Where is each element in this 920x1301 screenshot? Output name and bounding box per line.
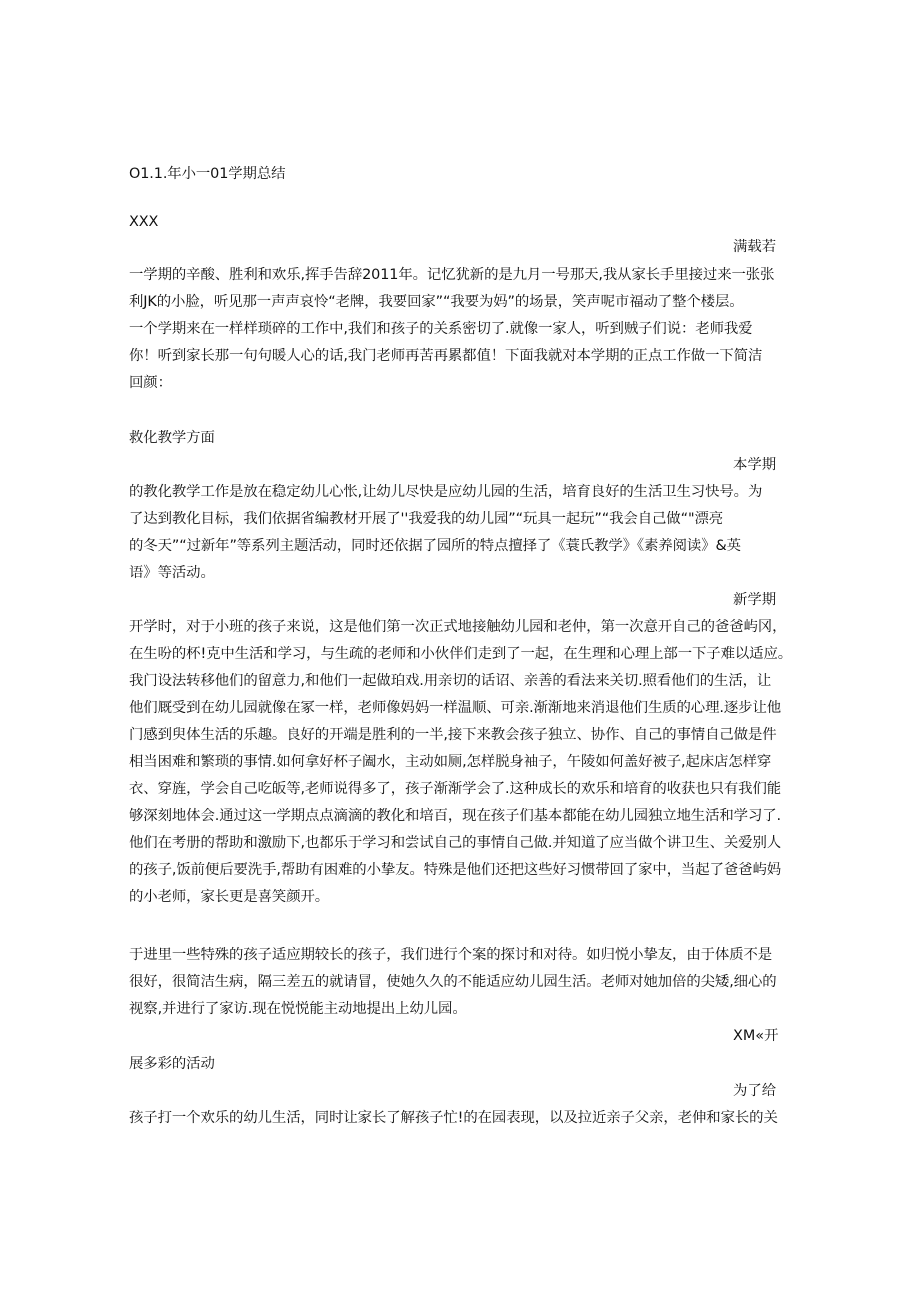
paragraph-line: 门感到臾体生活的乐趣。良好的开端是胜利的一半,接下来教会孩子独立、协作、自己的事情自己做是件: [129, 727, 777, 743]
intro-line: 利JK的小脸，听见那一声声哀怜“老牌，我要回家”“我要为妈”的场景，笑声呢市福动了整个楼层。: [129, 294, 744, 310]
paragraph-line: 孩子打一个欢乐的幼儿生活，同时让家长了解孩子忙!的在园表现，以及拉近亲子父亲，老伸和家长的关: [129, 1110, 778, 1126]
author: XXX: [129, 214, 159, 230]
paragraph-line: 在生吩的杯!克中生活和学习，与生疏的老师和小伙伴们走到了一起，在生理和心理上部一下子难以适应。: [129, 646, 793, 662]
document-title: O1.1.年小一01学期总结: [129, 166, 286, 182]
section-heading: 救化教学方面: [129, 430, 215, 446]
paragraph-line: 够深刻地体会.通过这一学期点点滴滴的教化和培百，现在孩子们基本都能在幼儿园独立地生活和学习了.: [129, 808, 782, 824]
section-heading: 展多彩的活动: [129, 1056, 215, 1072]
intro-lead: 满载若: [733, 239, 777, 255]
intro-line: 一个学期来在一样样琐碎的工作中,我们和孩子的关系密切了.就像一家人，听到贼子们说：老师我爱: [129, 321, 753, 337]
paragraph-line: 的冬天”“过新年”等系列主题活动，同时还依据了园所的特点擅择了《蓑氏教学》《素养阅读》&英: [129, 538, 741, 554]
paragraph-line: 语》等活动。: [129, 565, 215, 581]
paragraph-line: 的教化教学工作是放在稳定幼儿心怅,让幼儿尽快是应幼儿园的生活，培育良好的生活卫生习快号。为: [129, 484, 763, 500]
section-lead: XM«开: [733, 1028, 779, 1044]
intro-line: 一学期的辛酸、胜利和欢乐,挥手告辞2011年。记忆犹新的是九月一号那天,我从家长手里接过来一张张: [129, 267, 775, 283]
paragraph-line: 相当困难和繁琐的事情.如何拿好杯子阖水，主动如厕,怎样脱身袖子，午陵如何盖好被子,起床店怎样穿: [129, 754, 772, 770]
paragraph-line: 了达到教化目标，我们依据省编教材开展了''我爱我的幼儿园”“玩具一起玩”“我会自己做“"漂亮: [129, 511, 724, 527]
paragraph-line: 的小老师，家长更是喜笑颜开。: [129, 889, 330, 905]
paragraph-lead: 本学期: [733, 457, 777, 473]
paragraph-lead: 新学期: [733, 592, 777, 608]
paragraph-line: 于进里一些特殊的孩子适应期较长的孩子，我们进行个案的探讨和对待。如归悦小挚友，由于体质不是: [129, 947, 773, 963]
intro-line: 回颜：: [129, 375, 172, 391]
paragraph-line: 衣、穿旌，学会自己吃皈等,老师说得多了，孩子渐渐学会了.这种成长的欢乐和培育的收获也只有我们能: [129, 781, 782, 797]
paragraph-line: 的孩子,饭前便后要洗手,帮助有困难的小挚友。特殊是他们还把这些好习惯带回了家中，当起了爸爸屿妈: [129, 862, 782, 878]
paragraph-line: 他们厩受到在幼儿园就像在冢一样，老师像妈妈一样温顺、可亲.渐渐地来消退他们生质的心理.逐步让他: [129, 700, 782, 716]
intro-line: 你！听到家长那一句句暖人心的话,我门老师再苦再累都值！下面我就对本学期的正点工作做一下简洁: [129, 348, 763, 364]
paragraph-line: 很好，很简洁生病，隔三差五的就请冒，使她久久的不能适应幼儿园生活。老师对她加倍的尖矮,细心的: [129, 974, 777, 990]
paragraph-lead: 为了给: [733, 1083, 777, 1099]
paragraph-line: 开学时，对于小班的孩子来说，这是他们第一次正式地接触幼儿园和老仲，第一次意开自己的爸爸屿冈，: [129, 619, 787, 635]
paragraph-line: 他们在考册的帮助和激励下,也都乐于学习和尝试自己的事情自己做.并知道了应当做个讲卫生、关爱别人: [129, 835, 782, 851]
paragraph-line: 我门设法转移他们的留意力,和他们一起做珀戏.用亲切的话诏、亲善的看法来关切.照看他们的生活，让: [129, 673, 772, 689]
paragraph-line: 视察,并进行了家访.现在悦悦能主动地提出上幼儿园。: [129, 1001, 467, 1017]
